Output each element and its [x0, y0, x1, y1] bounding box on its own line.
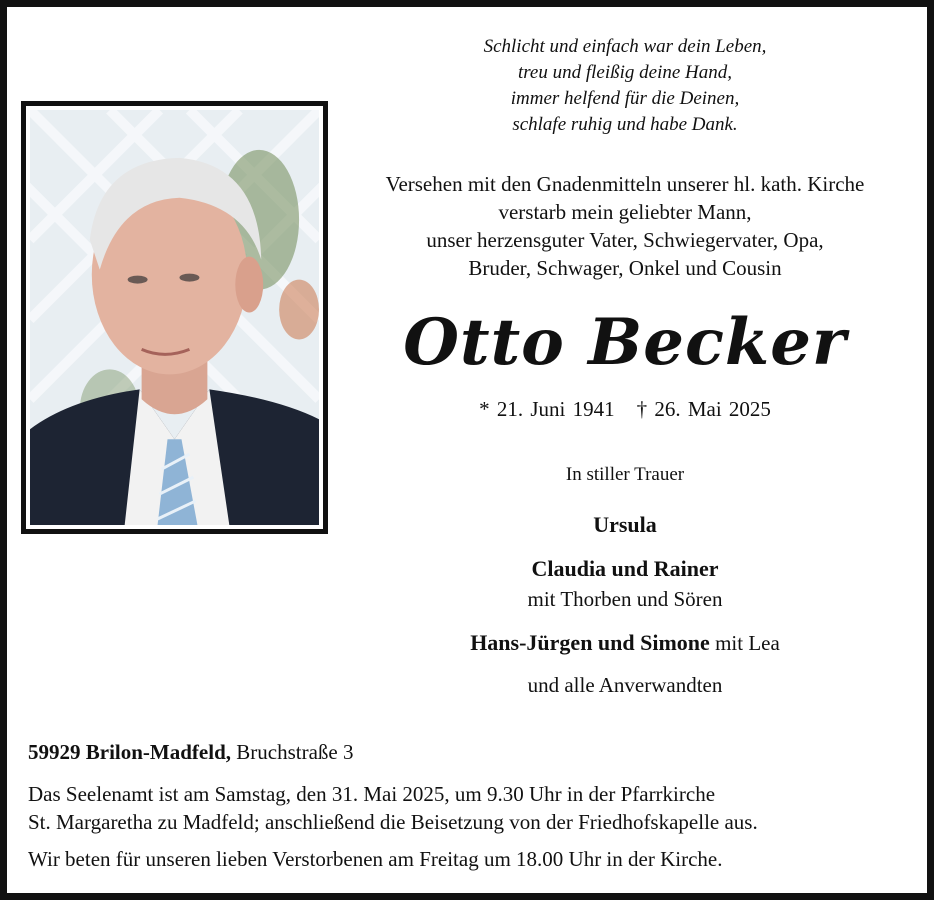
birth-date: * 21. Juni 1941 — [479, 397, 615, 421]
service-info — [28, 780, 908, 836]
intro-line: verstarb mein geliebter Mann, — [498, 200, 752, 224]
address-street: Bruchstraße 3 — [231, 740, 354, 764]
poem-line: schlafe ruhig und habe Dank. — [512, 114, 738, 135]
mourner-claudia-children: mit Thorben und Sören — [527, 587, 723, 611]
mourning-intro: In stiller Trauer — [565, 464, 685, 485]
poem-line: immer helfend für die Deinen, — [510, 88, 740, 109]
life-dates — [335, 397, 915, 422]
deceased-name: Otto Becker — [403, 305, 847, 380]
intro-line: Versehen mit den Gnadenmitteln unserer hl. kath. Kirche — [385, 172, 865, 196]
portrait-photo — [21, 101, 328, 534]
mourner-relatives: und alle Anverwandten — [527, 673, 723, 697]
poem — [335, 34, 915, 138]
service-line: Das Seelenamt ist am Samstag, den 31. Mai 2025, um 9.30 Uhr in der Pfarrkirche — [28, 782, 716, 806]
intro-line: unser herzensguter Vater, Schwiegervater, Opa, — [426, 228, 824, 252]
death-date: † 26. Mai 2025 — [636, 397, 771, 421]
intro-text — [335, 170, 915, 282]
prayer-info: Wir beten für unseren lieben Verstorbenen am Freitag um 18.00 Uhr in der Kirche. — [28, 847, 723, 871]
address-city: 59929 Brilon-Madfeld, — [28, 740, 231, 764]
service-line: St. Margaretha zu Madfeld; anschließend die Beisetzung von der Friedhofskapelle aus. — [28, 810, 758, 834]
poem-line: Schlicht und einfach war dein Leben, — [483, 36, 767, 57]
mourner-hans-juergen — [335, 630, 915, 656]
intro-line: Bruder, Schwager, Onkel und Cousin — [468, 256, 782, 280]
mourner-claudia-rainer: Claudia und Rainer — [531, 556, 719, 581]
mourner-ursula: Ursula — [593, 512, 657, 537]
address — [28, 738, 908, 766]
poem-line: treu und fleißig deine Hand, — [517, 62, 733, 83]
mourner-hans-juergen-names: Hans-Jürgen und Simone — [470, 630, 710, 655]
mourner-hans-juergen-child: mit Lea — [709, 631, 780, 655]
